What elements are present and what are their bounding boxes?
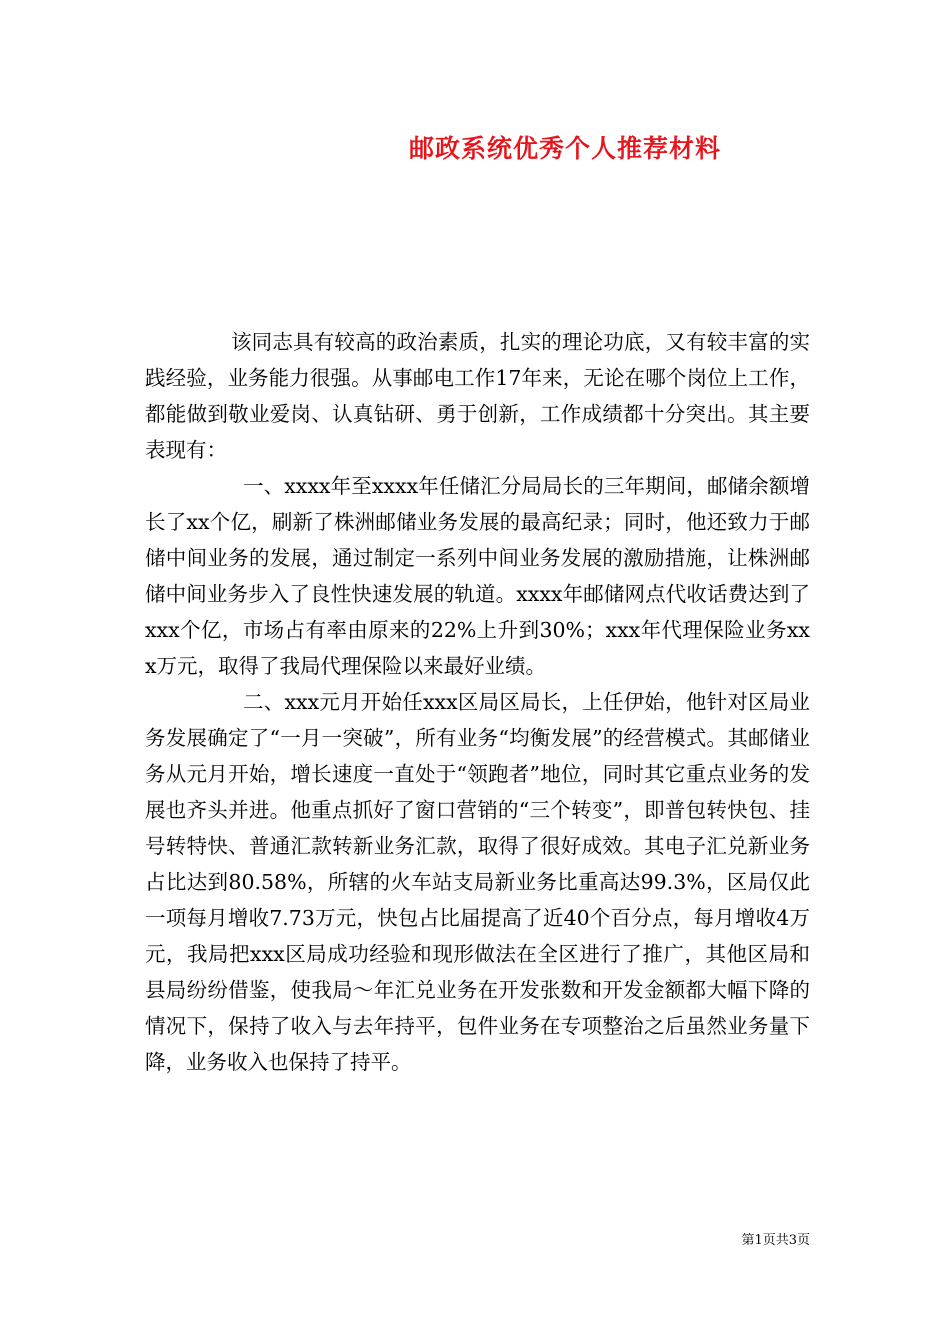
page-number-footer: 第1页共3页 [741,1233,810,1248]
paragraph-one: 一、xxxx年至xxxx年任储汇分局局长的三年期间，邮储余额增长了xx个亿，刷新了株洲邮储业务发展的最高纪录；同时，他还致力于邮储中间业务的发展，通过制定一系列中间业务发展的激励措施，让株洲邮储中间业务步入了良性快速发展的轨道。xxxx年邮储网点代收话费达到了xxx个亿，市场占有率由原来的22%上升到30%；xxx年代理保险业务xxx万元，取得了我局代理保险以来最好业绩。 [145,474,810,678]
document-title: 邮政系统优秀个人推荐材料 [408,134,721,163]
paragraph-two: 二、xxx元月开始任xxx区局区局长，上任伊始，他针对区局业务发展确定了“一月一突破”，所有业务“均衡发展”的经营模式。其邮储业务从元月开始，增长速度一直处于“领跑者”地位，同时其它重点业务的发展也齐头并进。他重点抓好了窗口营销的“三个转变”，即普包转快包、挂号转特快、普通汇款转新业务汇款，取得了很好成效。其电子汇兑新业务占比达到80.58%，所辖的火车站支局新业务比重高达99.3%，区局仅此一项每月增收7.73万元，快包占比届提高了近40个百分点，每月增收4万元，我局把xxx区局成功经验和现形做法在全区进行了推广，其他区局和县局纷纷借鉴，使我局～年汇兑业务在开发张数和开发金额都大幅下降的情况下，保持了收入与去年持平，包件业务在专项整治之后虽然业务量下降，业务收入也保持了持平。 [145,690,810,1074]
paragraph-intro: 该同志具有较高的政治素质，扎实的理论功底，又有较丰富的实践经验，业务能力很强。从事邮电工作17年来，无论在哪个岗位上工作，都能做到敬业爱岗、认真钻研、勇于创新，工作成绩都十分突出。其主要表现有： [145,330,810,462]
document-body [145,324,810,1080]
